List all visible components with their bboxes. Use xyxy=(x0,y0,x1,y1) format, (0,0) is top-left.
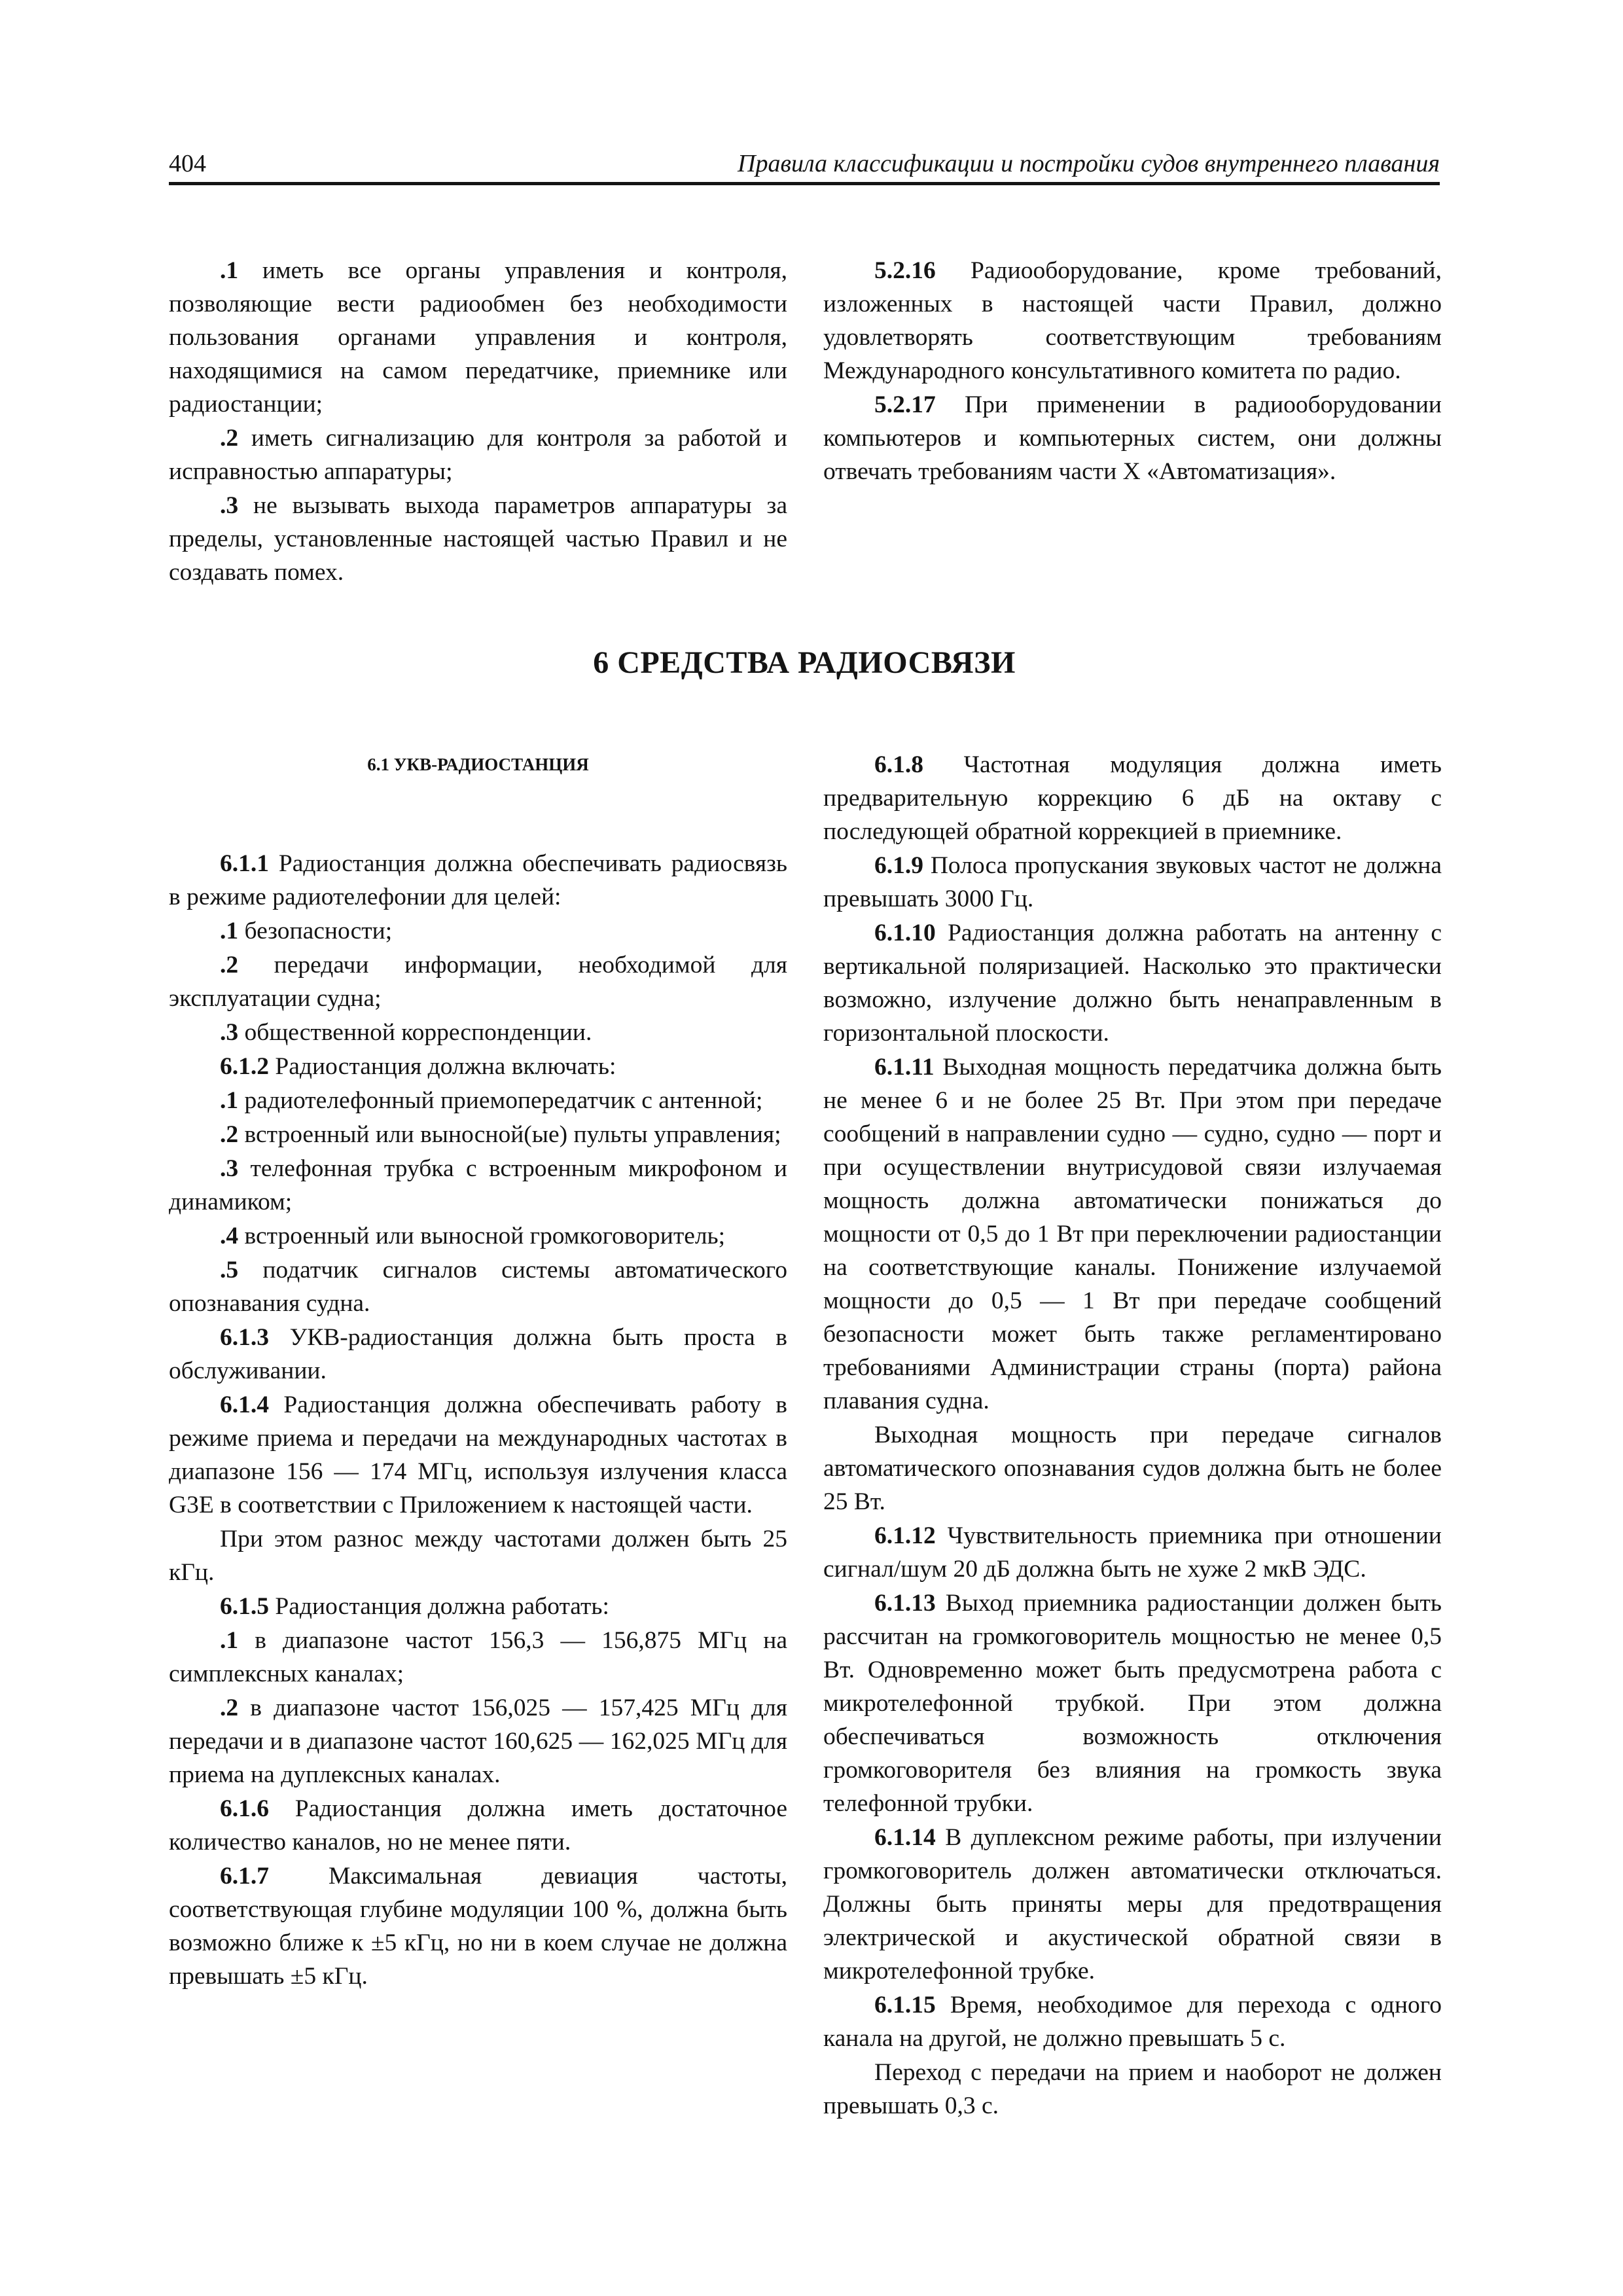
paragraph-number: 6.1.11 xyxy=(874,1054,935,1081)
paragraph-text: При применении в радиооборудовании компьютеров и компьютерных систем, они должны отвечать требованиям части X «Автоматизация». xyxy=(823,391,1442,485)
paragraph-text: радиотелефонный приемопередатчик с антенной; xyxy=(238,1087,763,1114)
list-item xyxy=(169,254,787,421)
paragraph-number: 6.1.14 xyxy=(874,1824,936,1851)
paragraph xyxy=(169,1118,787,1151)
page-header xyxy=(169,145,1440,185)
paragraph-text: встроенный или выносной(ые) пульты управления; xyxy=(238,1121,781,1148)
paragraph xyxy=(169,1859,787,1993)
paragraph-text: Радиостанция должна обеспечивать радиосвязь в режиме радиотелефонии для целей: xyxy=(169,850,787,910)
paragraph-text: безопасности; xyxy=(238,918,393,944)
paragraph-number: 6.1.4 xyxy=(220,1391,269,1418)
paragraph-text: телефонная трубка с встроенным микрофоном и динамиком; xyxy=(169,1155,787,1215)
paragraph xyxy=(823,849,1442,916)
paragraph-number: 6.1.5 xyxy=(220,1593,269,1620)
top-left-column xyxy=(169,254,787,590)
paragraph xyxy=(169,1152,787,1219)
paragraph-text: в диапазоне частот 156,025 — 157,425 МГц для передачи и в диапазоне частот 160,625 — 162,025 МГц для приема на дуплексных каналах. xyxy=(169,1695,787,1788)
paragraph xyxy=(823,1050,1442,1418)
paragraph-number: 6.1.7 xyxy=(220,1863,269,1890)
paragraph-number: .1 xyxy=(220,1627,239,1654)
paragraph-text: Выход приемника радиостанции должен быть рассчитан на громкоговоритель мощностью не менее 0,5 Вт. Одновременно может быть предусмотрена работа с микротелефонной трубкой. При этом должна обеспечиваться возможность отключения громкоговорителя без влияния на громкость звука телефонной трубки. xyxy=(823,1590,1442,1817)
paragraph-number: .1 xyxy=(220,918,239,944)
paragraph xyxy=(823,1418,1442,1518)
paragraph xyxy=(169,948,787,1015)
section-title: 6 СРЕДСТВА РАДИОСВЯЗИ xyxy=(593,645,1016,680)
paragraph-number: .3 xyxy=(220,1155,239,1182)
paragraph xyxy=(169,914,787,948)
paragraph-number: 6.1.6 xyxy=(220,1795,269,1822)
right-column xyxy=(823,748,1442,2123)
paragraph-number: 6.1.15 xyxy=(874,1992,936,2018)
paragraph-number: .3 xyxy=(220,1019,239,1046)
list-item xyxy=(169,422,787,488)
paragraph xyxy=(169,847,787,914)
list-item xyxy=(169,489,787,589)
paragraph-text: Чувствительность приемника при отношении сигнал/шум 20 дБ должна быть не хуже 2 мкВ ЭДС. xyxy=(823,1522,1442,1583)
paragraph-text: Частотная модуляция должна иметь предварительную коррекцию 6 дБ на октаву с последующей обратной коррекцией в приемнике. xyxy=(823,751,1442,845)
paragraph xyxy=(169,1590,787,1623)
item-text: иметь все органы управления и контроля, позволяющие вести радиообмен без необходимости пользования органами управления и контроля, находящимися на самом передатчике, приемнике или радиостанции; xyxy=(169,257,787,418)
paragraph xyxy=(169,1388,787,1522)
paragraph xyxy=(823,916,1442,1050)
paragraph-number: .2 xyxy=(220,1121,239,1148)
paragraph xyxy=(823,2056,1442,2123)
paragraph-text: Время, необходимое для перехода с одного канала на другой, не должно превышать 5 с. xyxy=(823,1992,1442,2052)
running-title: Правила классификации и постройки судов внутреннего плавания xyxy=(738,150,1440,177)
paragraph-number: 6.1.2 xyxy=(220,1053,269,1080)
paragraph xyxy=(169,1016,787,1049)
paragraph-number: 6.1.9 xyxy=(874,852,923,879)
paragraph-text: При этом разнос между частотами должен быть 25 кГц. xyxy=(169,1526,787,1586)
paragraph xyxy=(169,1321,787,1388)
paragraph-text: Радиостанция должна иметь достаточное количество каналов, но не менее пяти. xyxy=(169,1795,787,1856)
paragraph-text: Максимальная девиация частоты, соответствующая глубине модуляции 100 %, должна быть возможно ближе к ±5 кГц, но ни в коем случае не должна превышать ±5 кГц. xyxy=(169,1863,787,1990)
left-column xyxy=(169,748,787,1994)
paragraph xyxy=(169,1084,787,1117)
paragraph xyxy=(169,1253,787,1320)
paragraph xyxy=(169,1050,787,1083)
paragraph-number: 6.1.13 xyxy=(874,1590,936,1617)
paragraph-number: 5.2.16 xyxy=(874,257,936,284)
paragraph xyxy=(823,1587,1442,1820)
paragraph-text: в диапазоне частот 156,3 — 156,875 МГц на симплексных каналах; xyxy=(169,1627,787,1687)
paragraph xyxy=(823,1821,1442,1988)
paragraph xyxy=(823,388,1442,488)
paragraph xyxy=(823,1519,1442,1586)
paragraph-number: .5 xyxy=(220,1257,239,1283)
paragraph xyxy=(823,1988,1442,2055)
top-right-column xyxy=(823,254,1442,489)
paragraph-number: 6.1.12 xyxy=(874,1522,936,1549)
paragraph-text: Переход с передачи на прием и наоборот не должен превышать 0,3 с. xyxy=(823,2059,1442,2119)
item-number: .1 xyxy=(220,257,239,284)
paragraph-text: В дуплексном режиме работы, при излучении громкоговоритель должен автоматически отключаться. Должны быть приняты меры для предотвращения электрической и акустической обратной связи в микротелефонной трубке. xyxy=(823,1824,1442,1984)
item-text: не вызывать выхода параметров аппаратуры за пределы, установленные настоящей частью Правил и не создавать помех. xyxy=(169,492,787,586)
paragraph xyxy=(169,1792,787,1859)
paragraph-number: 6.1.3 xyxy=(220,1324,269,1351)
paragraph-number: 6.1.8 xyxy=(874,751,923,778)
paragraph xyxy=(823,748,1442,848)
paragraph-text: общественной корреспонденции. xyxy=(238,1019,592,1046)
paragraph-number: .4 xyxy=(220,1223,239,1249)
paragraph-number: 5.2.17 xyxy=(874,391,936,418)
paragraph xyxy=(169,1624,787,1691)
paragraph-text: передачи информации, необходимой для эксплуатации судна; xyxy=(169,952,787,1012)
page-number: 404 xyxy=(169,150,206,177)
paragraph-text: Полоса пропускания звуковых частот не должна превышать 3000 Гц. xyxy=(823,852,1442,912)
paragraph xyxy=(169,1219,787,1253)
paragraph xyxy=(823,254,1442,387)
paragraph-text: Выходная мощность при передаче сигналов автоматического опознавания судов должна быть не более 25 Вт. xyxy=(823,1422,1442,1515)
paragraph xyxy=(169,1522,787,1589)
paragraph-text: УКВ-радиостанция должна быть проста в обслуживании. xyxy=(169,1324,787,1384)
paragraph-text: Радиостанция должна обеспечивать работу в режиме приема и передачи на международных частотах в диапазоне 156 — 174 МГц, используя излучения класса G3E в соответствии с Приложением к настоящей части. xyxy=(169,1391,787,1518)
paragraph-text: Радиостанция должна работать: xyxy=(269,1593,609,1620)
paragraph-number: .2 xyxy=(220,1695,239,1721)
paragraph-number: .1 xyxy=(220,1087,239,1114)
paragraph-text: податчик сигналов системы автоматического опознавания судна. xyxy=(169,1257,787,1317)
paragraph-number: 6.1.10 xyxy=(874,920,936,946)
item-number: .3 xyxy=(220,492,239,519)
paragraph-number: .2 xyxy=(220,952,239,978)
paragraph xyxy=(169,1691,787,1791)
paragraph-number: 6.1.1 xyxy=(220,850,269,877)
paragraph-text: встроенный или выносной громкоговоритель; xyxy=(238,1223,726,1249)
paragraph-text: Радиостанция должна включать: xyxy=(269,1053,616,1080)
paragraph-text: Радиостанция должна работать на антенну с вертикальной поляризацией. Насколько это практически возможно, излучение должно быть ненаправленным в горизонтальной плоскости. xyxy=(823,920,1442,1047)
subsection-title: 6.1 УКВ-РАДИОСТАНЦИЯ xyxy=(367,755,589,774)
item-number: .2 xyxy=(220,425,239,452)
item-text: иметь сигнализацию для контроля за работой и исправностью аппаратуры; xyxy=(169,425,787,485)
paragraph-text: Выходная мощность передатчика должна быть не менее 6 и не более 25 Вт. При этом при передаче сообщений в направлении судно — судно, судно — порт и при осуществлении внутрисудовой связи излучаемая мощность должна автоматически понижаться до мощности от 0,5 до 1 Вт при переключении радиостанции на соответствующие каналы. Понижение излучаемой мощности до 0,5 — 1 Вт при передаче сообщений безопасности может быть также регламентировано требованиями Администрации страны (порта) района плавания судна. xyxy=(823,1054,1442,1414)
paragraph-text: Радиооборудование, кроме требований, изложенных в настоящей части Правил, должно удовлетворять соответствующим требованиям Международного консультативного комитета по радио. xyxy=(823,257,1442,384)
